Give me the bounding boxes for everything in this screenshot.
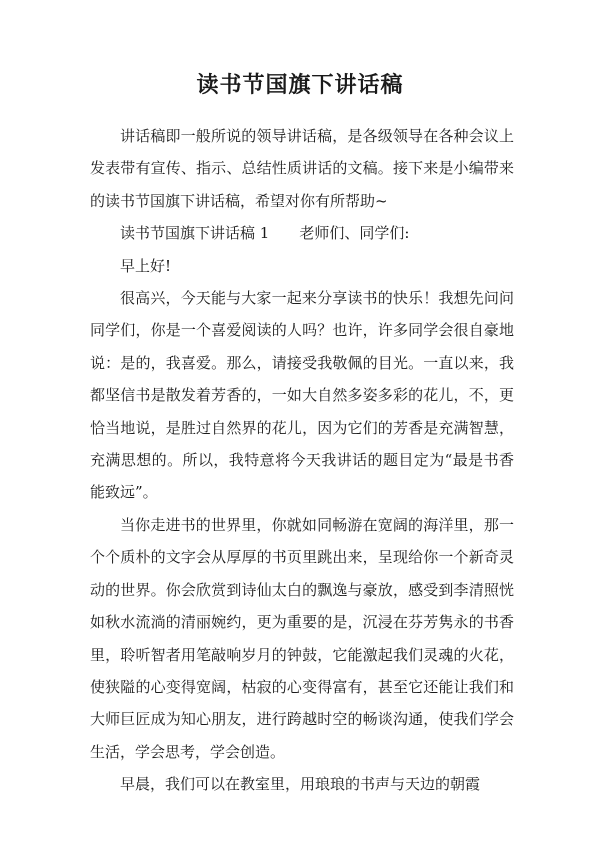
- body-paragraph-3: 早晨，我们可以在教室里，用琅琅的书声与天边的朝霞: [120, 775, 481, 794]
- intro-paragraph: 讲话稿即一般所说的领导讲话稿，是各级领导在各种会议上发表带有宣传、指示、总结性质讲话的文稿。接下来是小编带来的读书节国旗下讲话稿，希望对你有所帮助~: [90, 127, 514, 210]
- greeting-paragraph: 早上好!: [120, 256, 172, 275]
- document-title: 读书节国旗下讲话稿: [196, 72, 404, 98]
- section-label: 读书节国旗下讲话稿 1: [120, 224, 270, 243]
- section-heading-line: [90, 217, 514, 249]
- body-paragraph-1: 很高兴，今天能与大家一起来分享读书的快乐！我想先问问同学们，你是一个喜爱阅读的人吗？也许，许多同学会很自豪地说：是的，我喜爱。那么，请接受我敬佩的目光。一直以来，我都坚信书是散发着芳香的，一如大自然多姿多彩的花儿，不，更恰当地说，是胜过自然界的花儿，因为它们的芳香是充满智慧，充满思想的。所以，我特意将今天我讲话的题目定为“最是书香能致远”。: [90, 289, 514, 502]
- salutation: 老师们、同学们:: [299, 224, 410, 243]
- document-body: [90, 120, 514, 801]
- body-paragraph-2: 当你走进书的世界里，你就如同畅游在宽阔的海洋里，那一个个质朴的文字会从厚厚的书页里跳出来，呈现给你一个新奇灵动的世界。你会欣赏到诗仙太白的飘逸与豪放，感受到李清照恍如秋水流淌的清丽婉约，更为重要的是，沉浸在芬芳隽永的书香里，聆听智者用笔敲响岁月的钟鼓，它能激起我们灵魂的火花，使狭隘的心变得宽阔，枯寂的心变得富有，甚至它还能让我们和大师巨匠成为知心朋友，进行跨越时空的畅谈沟通，使我们学会生活，学会思考，学会创造。: [90, 515, 514, 761]
